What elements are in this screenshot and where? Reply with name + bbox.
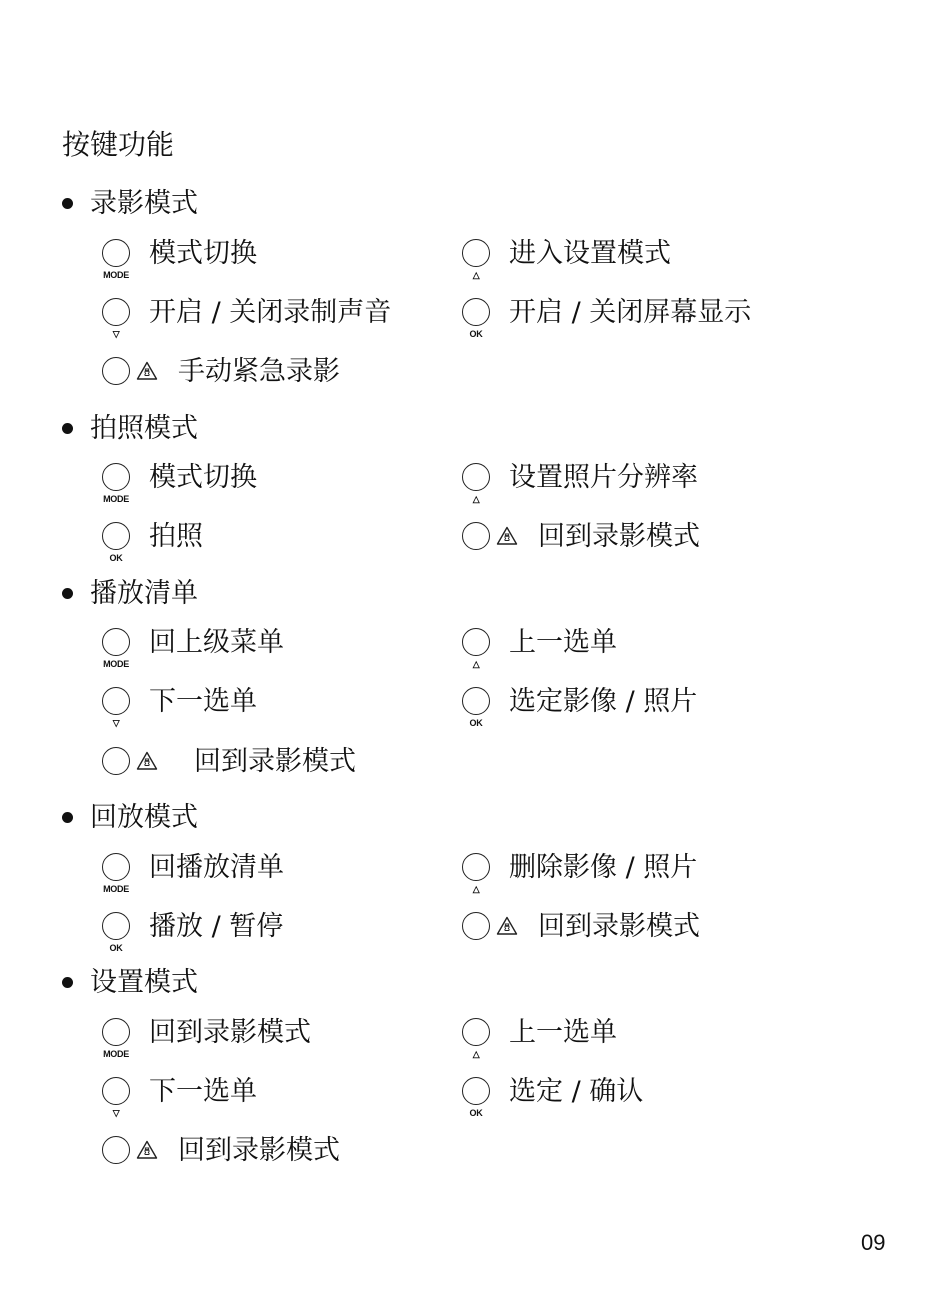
button-circle-icon bbox=[102, 1077, 130, 1105]
up-button-icon bbox=[460, 461, 492, 504]
ok-mark-label: OK bbox=[109, 943, 123, 953]
button-function-text: 模式切换 bbox=[149, 237, 257, 269]
bullet-icon bbox=[62, 588, 73, 599]
button-circle-icon bbox=[102, 853, 130, 881]
button-function-item bbox=[100, 355, 340, 387]
button-function-item bbox=[100, 685, 257, 728]
emergency-button-icon bbox=[100, 1134, 132, 1166]
up-mark-label: △ bbox=[472, 1049, 480, 1059]
up-button-icon bbox=[460, 1016, 492, 1059]
button-function-item bbox=[460, 851, 698, 894]
button-circle-icon bbox=[102, 357, 130, 385]
up-button-icon bbox=[460, 237, 492, 280]
button-function-text: 上一选单 bbox=[509, 1016, 617, 1048]
button-circle-icon bbox=[462, 239, 490, 267]
emergency-triangle-icon bbox=[136, 1139, 158, 1161]
up-button-icon bbox=[460, 626, 492, 669]
mode-button-icon bbox=[100, 1016, 132, 1059]
ok-button-icon bbox=[460, 1075, 492, 1118]
up-mark-label: △ bbox=[472, 494, 480, 504]
ok-mark-label: OK bbox=[469, 1108, 483, 1118]
button-function-item bbox=[100, 296, 392, 339]
button-function-item bbox=[460, 461, 698, 504]
mode-button-icon bbox=[100, 851, 132, 894]
up-mark-label: △ bbox=[472, 659, 480, 669]
button-function-item bbox=[460, 296, 752, 339]
emergency-button-icon bbox=[100, 745, 132, 777]
button-function-text: 设置照片分辨率 bbox=[509, 461, 698, 493]
bullet-icon bbox=[62, 977, 73, 988]
button-function-item bbox=[100, 520, 203, 563]
button-function-item bbox=[100, 461, 257, 504]
section-heading bbox=[62, 804, 198, 831]
mode-button-icon bbox=[100, 626, 132, 669]
button-circle-icon bbox=[102, 463, 130, 491]
button-function-item bbox=[100, 745, 356, 777]
down-button-icon bbox=[100, 1075, 132, 1118]
button-function-text: 模式切换 bbox=[149, 461, 257, 493]
button-function-text: 拍照 bbox=[149, 520, 203, 552]
button-function-item bbox=[100, 910, 284, 953]
up-mark-label: △ bbox=[472, 270, 480, 280]
section-heading-text: 拍照模式 bbox=[90, 413, 198, 444]
button-function-item bbox=[460, 520, 700, 552]
button-circle-icon bbox=[102, 522, 130, 550]
bullet-icon bbox=[62, 423, 73, 434]
button-circle-icon bbox=[102, 747, 130, 775]
button-circle-icon bbox=[462, 522, 490, 550]
mode-mark-label: MODE bbox=[103, 659, 129, 669]
button-function-text: 回到录影模式 bbox=[538, 910, 700, 942]
ok-button-icon bbox=[100, 520, 132, 563]
up-mark-label: △ bbox=[472, 884, 480, 894]
button-function-text: 回到录影模式 bbox=[178, 1134, 340, 1166]
button-function-item bbox=[100, 851, 284, 894]
button-function-text: 上一选单 bbox=[509, 626, 617, 658]
button-function-text: 选定 / 确认 bbox=[509, 1075, 644, 1107]
button-function-item bbox=[100, 626, 284, 669]
button-function-text: 回播放清单 bbox=[149, 851, 284, 883]
section-heading-text: 播放清单 bbox=[90, 578, 198, 609]
emergency-triangle-icon bbox=[136, 750, 158, 772]
section-heading-text: 回放模式 bbox=[90, 802, 198, 833]
button-function-item bbox=[100, 1075, 257, 1118]
down-button-icon bbox=[100, 296, 132, 339]
button-function-item bbox=[100, 1134, 340, 1166]
mode-mark-label: MODE bbox=[103, 494, 129, 504]
emergency-triangle-icon bbox=[496, 525, 518, 547]
button-circle-icon bbox=[102, 239, 130, 267]
button-circle-icon bbox=[462, 687, 490, 715]
button-circle-icon bbox=[462, 463, 490, 491]
section-heading bbox=[62, 190, 198, 217]
button-function-item bbox=[460, 910, 700, 942]
ok-mark-label: OK bbox=[469, 718, 483, 728]
button-circle-icon bbox=[102, 1136, 130, 1164]
mode-button-icon bbox=[100, 461, 132, 504]
button-function-text: 回到录影模式 bbox=[194, 745, 356, 777]
ok-button-icon bbox=[460, 296, 492, 339]
emergency-triangle-icon bbox=[496, 915, 518, 937]
button-function-text: 选定影像 / 照片 bbox=[509, 685, 698, 717]
button-circle-icon bbox=[102, 687, 130, 715]
button-circle-icon bbox=[462, 1077, 490, 1105]
button-function-text: 下一选单 bbox=[149, 1075, 257, 1107]
button-function-text: 开启 / 关闭屏幕显示 bbox=[509, 296, 752, 328]
mode-button-icon bbox=[100, 237, 132, 280]
button-function-text: 回到录影模式 bbox=[149, 1016, 311, 1048]
mode-mark-label: MODE bbox=[103, 884, 129, 894]
button-function-item bbox=[100, 1016, 311, 1059]
button-circle-icon bbox=[102, 912, 130, 940]
section-heading bbox=[62, 580, 198, 607]
ok-mark-label: OK bbox=[469, 329, 483, 339]
emergency-triangle-icon bbox=[136, 360, 158, 382]
button-circle-icon bbox=[102, 1018, 130, 1046]
button-function-text: 播放 / 暂停 bbox=[149, 910, 284, 942]
button-function-item bbox=[460, 685, 698, 728]
page-number: 09 bbox=[861, 1230, 886, 1255]
bullet-icon bbox=[62, 812, 73, 823]
up-button-icon bbox=[460, 851, 492, 894]
ok-button-icon bbox=[100, 910, 132, 953]
ok-button-icon bbox=[460, 685, 492, 728]
mode-mark-label: MODE bbox=[103, 1049, 129, 1059]
button-function-text: 删除影像 / 照片 bbox=[509, 851, 698, 883]
down-mark-label: ▽ bbox=[112, 718, 120, 728]
button-function-text: 下一选单 bbox=[149, 685, 257, 717]
button-function-item bbox=[100, 237, 257, 280]
section-heading-text: 录影模式 bbox=[90, 188, 198, 219]
down-mark-label: ▽ bbox=[112, 1108, 120, 1118]
bullet-icon bbox=[62, 198, 73, 209]
button-function-item bbox=[460, 626, 617, 669]
button-function-item bbox=[460, 237, 671, 280]
button-function-text: 回上级菜单 bbox=[149, 626, 284, 658]
button-function-item bbox=[460, 1075, 644, 1118]
button-circle-icon bbox=[462, 1018, 490, 1046]
ok-mark-label: OK bbox=[109, 553, 123, 563]
section-heading bbox=[62, 415, 198, 442]
page-title: 按键功能 bbox=[62, 128, 175, 161]
button-circle-icon bbox=[102, 628, 130, 656]
button-circle-icon bbox=[462, 298, 490, 326]
button-circle-icon bbox=[102, 298, 130, 326]
section-heading bbox=[62, 969, 198, 996]
button-function-text: 手动紧急录影 bbox=[178, 355, 340, 387]
button-circle-icon bbox=[462, 912, 490, 940]
button-circle-icon bbox=[462, 628, 490, 656]
button-function-text: 开启 / 关闭录制声音 bbox=[149, 296, 392, 328]
button-function-text: 回到录影模式 bbox=[538, 520, 700, 552]
button-function-text: 进入设置模式 bbox=[509, 237, 671, 269]
button-function-item bbox=[460, 1016, 617, 1059]
emergency-button-icon bbox=[460, 910, 492, 942]
button-circle-icon bbox=[462, 853, 490, 881]
section-heading-text: 设置模式 bbox=[90, 967, 198, 998]
down-button-icon bbox=[100, 685, 132, 728]
down-mark-label: ▽ bbox=[112, 329, 120, 339]
mode-mark-label: MODE bbox=[103, 270, 129, 280]
emergency-button-icon bbox=[460, 520, 492, 552]
emergency-button-icon bbox=[100, 355, 132, 387]
